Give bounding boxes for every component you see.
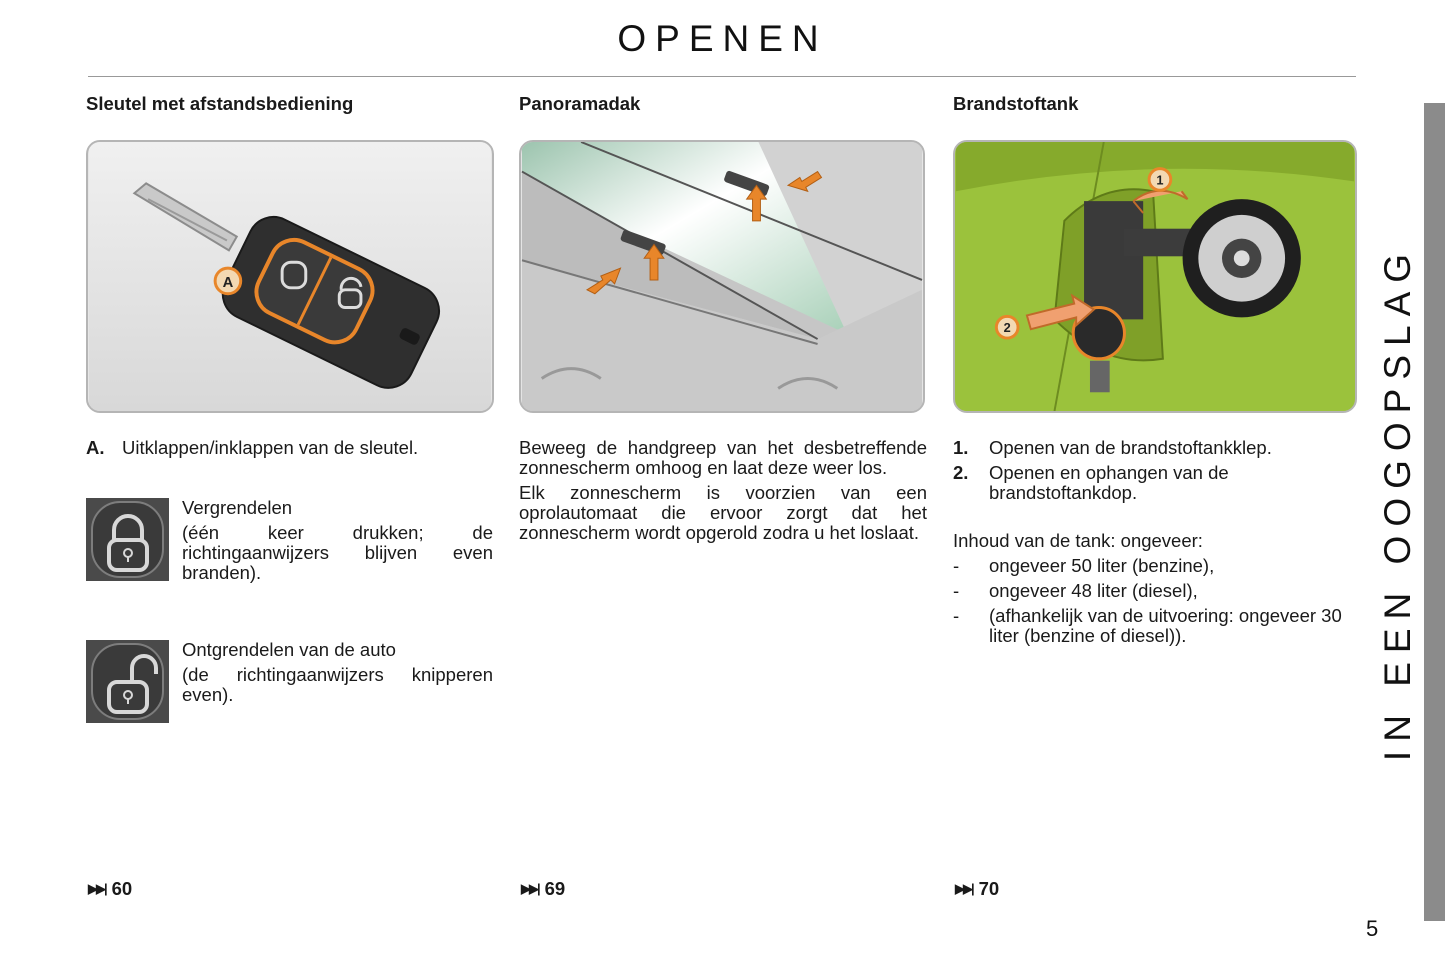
capacity-2-mark: - [953,580,960,601]
callout-1: 1 [1156,172,1164,188]
roof-page-ref[interactable] [521,878,565,900]
unlocked-padlock-icon [86,640,169,723]
key-photo [86,140,494,413]
step-1-text: Openen van de brandstoftankklep. [989,437,1272,458]
fast-forward-icon: ▶▶| [955,881,973,896]
page-number: 5 [1366,916,1379,941]
unlock-desc: (de richtingaanwijzers knipperen even). [182,664,493,705]
title-divider [88,76,1356,77]
fuel-step-2 [953,463,1361,503]
item-a-mark: A. [86,437,105,458]
roof-para-2: Elk zonnescherm is voorzien van een oprolautomaat die ervoor zorgt dat het zonnescherm wordt opgerold zodra u het loslaat. [519,482,927,543]
step-2-text: Openen en ophangen van de brandstoftankdop. [989,462,1229,503]
roof-heading: Panoramadak [519,93,641,114]
step-1-mark: 1. [953,437,969,458]
fuel-text [953,438,1361,646]
unlock-title: Ontgrendelen van de auto [182,639,396,660]
key-page-number: 60 [111,878,133,899]
fuel-step-1 [953,438,1361,458]
page-title: OPENEN [617,18,828,59]
fuel-page-number: 70 [978,878,1000,899]
locked-padlock-icon [86,498,169,581]
roof-page-number: 69 [544,878,566,899]
step-2-mark: 2. [953,462,969,483]
capacity-1-text: ongeveer 50 liter (benzine), [989,555,1215,576]
unlock-text [182,640,493,705]
capacity-item [953,606,1361,646]
lock-text [182,498,493,583]
key-section [86,92,494,899]
roof-text [519,438,927,543]
fuel-heading: Brandstoftank [953,93,1079,114]
callout-2: 2 [1003,320,1011,336]
lock-desc: (één keer drukken; de richtingaanwijzers blijven even branden). [182,522,493,583]
fast-forward-icon: ▶▶| [88,881,106,896]
capacity-3-mark: - [953,605,960,626]
chapter-label-text: IN EEN OOGOPSLAG [1377,244,1418,762]
capacity-item [953,556,1361,576]
capacity-item [953,581,1361,601]
chapter-tab [1424,103,1445,921]
key-page-ref[interactable] [88,878,132,900]
key-heading: Sleutel met afstandsbediening [86,93,354,114]
roof-para-1: Beweeg de handgreep van het desbetreffende zonnescherm omhoog en laat deze weer los. [519,437,927,478]
lock-title: Vergrendelen [182,497,293,518]
capacity-2-text: ongeveer 48 liter (diesel), [989,580,1198,601]
roof-photo [519,140,925,413]
capacity-intro: Inhoud van de tank: ongeveer: [953,530,1203,551]
fuel-section [953,92,1361,899]
fast-forward-icon: ▶▶| [521,881,539,896]
roof-section [519,92,927,899]
key-text [86,438,494,458]
callout-a: A [222,274,234,291]
item-a-text: Uitklappen/inklappen van de sleutel. [122,437,419,458]
capacity-3-text: (afhankelijk van de uitvoering: ongeveer 30 liter (benzine of diesel)). [989,605,1342,646]
key-item-a [86,438,494,458]
fuel-photo [953,140,1357,413]
fuel-page-ref[interactable] [955,878,999,900]
capacity-1-mark: - [953,555,960,576]
